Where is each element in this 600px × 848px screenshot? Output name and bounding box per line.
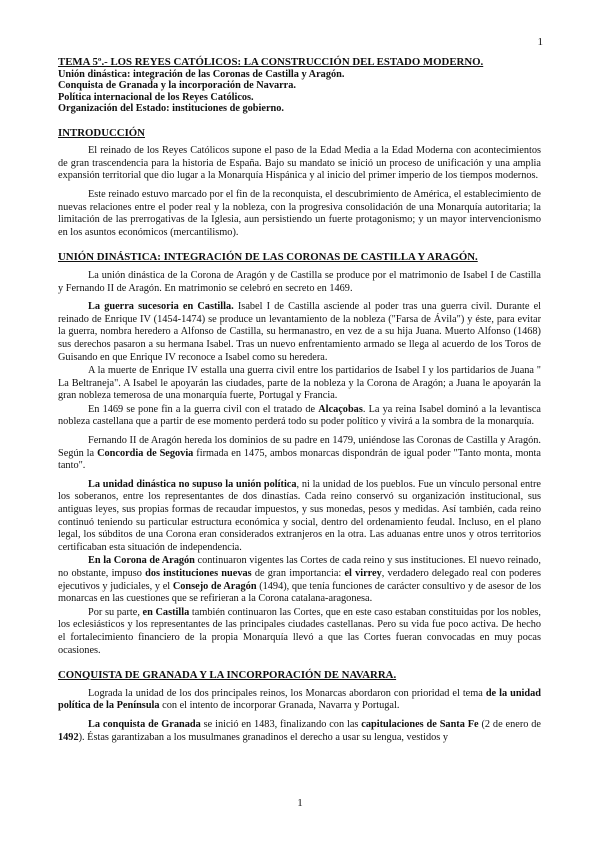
- topic-item: Política internacional de los Reyes Católicos.: [58, 91, 254, 103]
- intro-heading: INTRODUCCIÓN: [58, 126, 145, 139]
- topic-list: [58, 69, 541, 115]
- page-number-bottom: 1: [297, 797, 303, 809]
- union-heading: UNIÓN DINÁSTICA: INTEGRACIÓN DE LAS CORONAS DE CASTILLA Y ARAGÓN.: [58, 251, 478, 264]
- page-number-top: 1: [537, 36, 543, 48]
- dynastic-unity-paragraph: La unidad dinástica no supuso la unión política, ni la unidad de los pueblos. Fue un vínculo personal entre los soberanos, entre los representantes de dos dinastías. Cada reino conservó su organización institucional, sus antiguas leyes, sus propias formas de recaudar impuestos, y sus monedas, pesos y medidas. Así también, cada reino continuó teniendo su particular estructura económica y social, dentro del ordenamiento feudal. Incluso, en el plano legal, los súbditos de una Corona eran considerados extranjeros en la otra. Las aduanas entre unos y otros territorios certificaban esta situación de independencia.: [58, 478, 541, 553]
- granada-conquest-paragraph: La conquista de Granada se inició en 1483, finalizando con las capitulaciones de Santa Fe (2 de enero de 1492). Éstas garantizaban a los musulmanes granadinos el derecho a usar su lengua, vestidos y: [58, 718, 541, 743]
- castilla-paragraph: Por su parte, en Castilla también continuaron las Cortes, que en este caso estaban constituidas por los nobles, los eclesiásticos y los representantes de las principales ciudades castellanas. Pero su vida fue poco activa. De hecho el fortalecimiento financiero de la propia Monarquía llevó a que las Cortes fueran convocadas en muy pocas ocasiones.: [58, 606, 542, 656]
- topic-item: Organización del Estado: instituciones de gobierno.: [58, 103, 284, 115]
- succession-paragraph: La guerra sucesoria en Castilla. Isabel I de Castilla asciende al poder tras una guerra civil. Durante el reinado de Enrique IV (1454-1474) se produce un levantamiento de la nobleza ("Farsa de Ávila") y éste, para evitar la guerra, nombra heredero a Alfonso de Castilla, su hermanastro, en vez de a su hija Juana. Muerto Alfonso (1468) sus derechos pasaron a su hermana Isabel. Tras un nuevo enfrentamiento armado se llega al acuerdo de los Toros de Guisando en que Enrique IV reconoce a Isabel como su heredera.: [58, 301, 542, 363]
- granada-paragraph: Lograda la unidad de los dos principales reinos, los Monarcas abordaron con prioridad el tema de la unidad política de la Península con el intento de incorporar Granada, Navarra y Portugal.: [58, 687, 542, 712]
- segovia-paragraph: Fernando II de Aragón hereda los dominios de su padre en 1479, uniéndose las Coronas de Castilla y Aragón. Según la Concordia de Segovia firmada en 1475, ambos monarcas dispondrán de igual poder "Tanto monta, monta tanto".: [58, 435, 541, 472]
- aragon-paragraph: En la Corona de Aragón continuaron vigentes las Cortes de cada reino y sus instituciones. El nuevo reinado, no obstante, impuso dos instituciones nuevas de gran importancia: el virrey, verdadero delegado real con poderes ejecutivos y judiciales, y el Consejo de Aragón (1494), que tenía funciones de carácter consultivo y de asesor de los monarcas en las cuestiones que se refirieran a la Corona catalana-aragonesa.: [58, 555, 541, 605]
- document-title: TEMA 5º.- LOS REYES CATÓLICOS: LA CONSTRUCCIÓN DEL ESTADO MODERNO.: [58, 56, 484, 68]
- succession-heading: La guerra sucesoria en Castilla.: [88, 301, 234, 313]
- topic-item: Conquista de Granada y la incorporación de Navarra.: [58, 80, 296, 92]
- civil-war-paragraph: A la muerte de Enrique IV estalla una guerra civil entre los partidarios de Isabel I y los partidarios de Juana " La Beltraneja". A Isabel le apoyarán las ciudades, parte de la nobleza y la Corona de Aragón; a Juana le apoyarán la gran nobleza temerosa de una monarquía fuerte, Portugal y Francia.: [58, 365, 541, 402]
- document-body: [58, 56, 541, 750]
- granada-heading: CONQUISTA DE GRANADA Y LA INCORPORACIÓN DE NAVARRA.: [58, 669, 397, 682]
- alcacobas-paragraph: En 1469 se pone fin a la guerra civil con el tratado de Alcaçobas. La ya reina Isabel dominó a la levantisca nobleza castellana que a partir de ese momento perderá todo su poder político y vivirá a la sombra de la monarquía.: [58, 403, 541, 428]
- union-paragraph: La unión dinástica de la Corona de Aragón y de Castilla se produce por el matrimonio de Isabel I de Castilla y Fernando II de Aragón. En matrimonio se celebró en secreto en 1469.: [58, 269, 541, 294]
- topic-item: Unión dinástica: integración de las Coronas de Castilla y Aragón.: [58, 68, 345, 80]
- intro-paragraph: El reinado de los Reyes Católicos supone el paso de la Edad Media a la Edad Moderna con acontecimientos de gran trascendencia para la historia de España. Bajo su mandato se inició un proceso de unificación y una amplia expansión territorial que dio lugar a la Monarquía Hispánica y al inicio del primer imperio de los tiempos modernos.: [58, 145, 541, 182]
- intro-paragraph: Este reinado estuvo marcado por el fin de la reconquista, el descubrimiento de América, el establecimiento de nuevas relaciones entre el poder real y la nobleza, con la progresiva consolidación de una Monarquía autoritaria; la limitación de las prerrogativas de la Iglesia, aun persistiendo un fuerte protagonismo; y un mayor intervencionismo en los asuntos económicos (mercantilismo).: [58, 188, 541, 238]
